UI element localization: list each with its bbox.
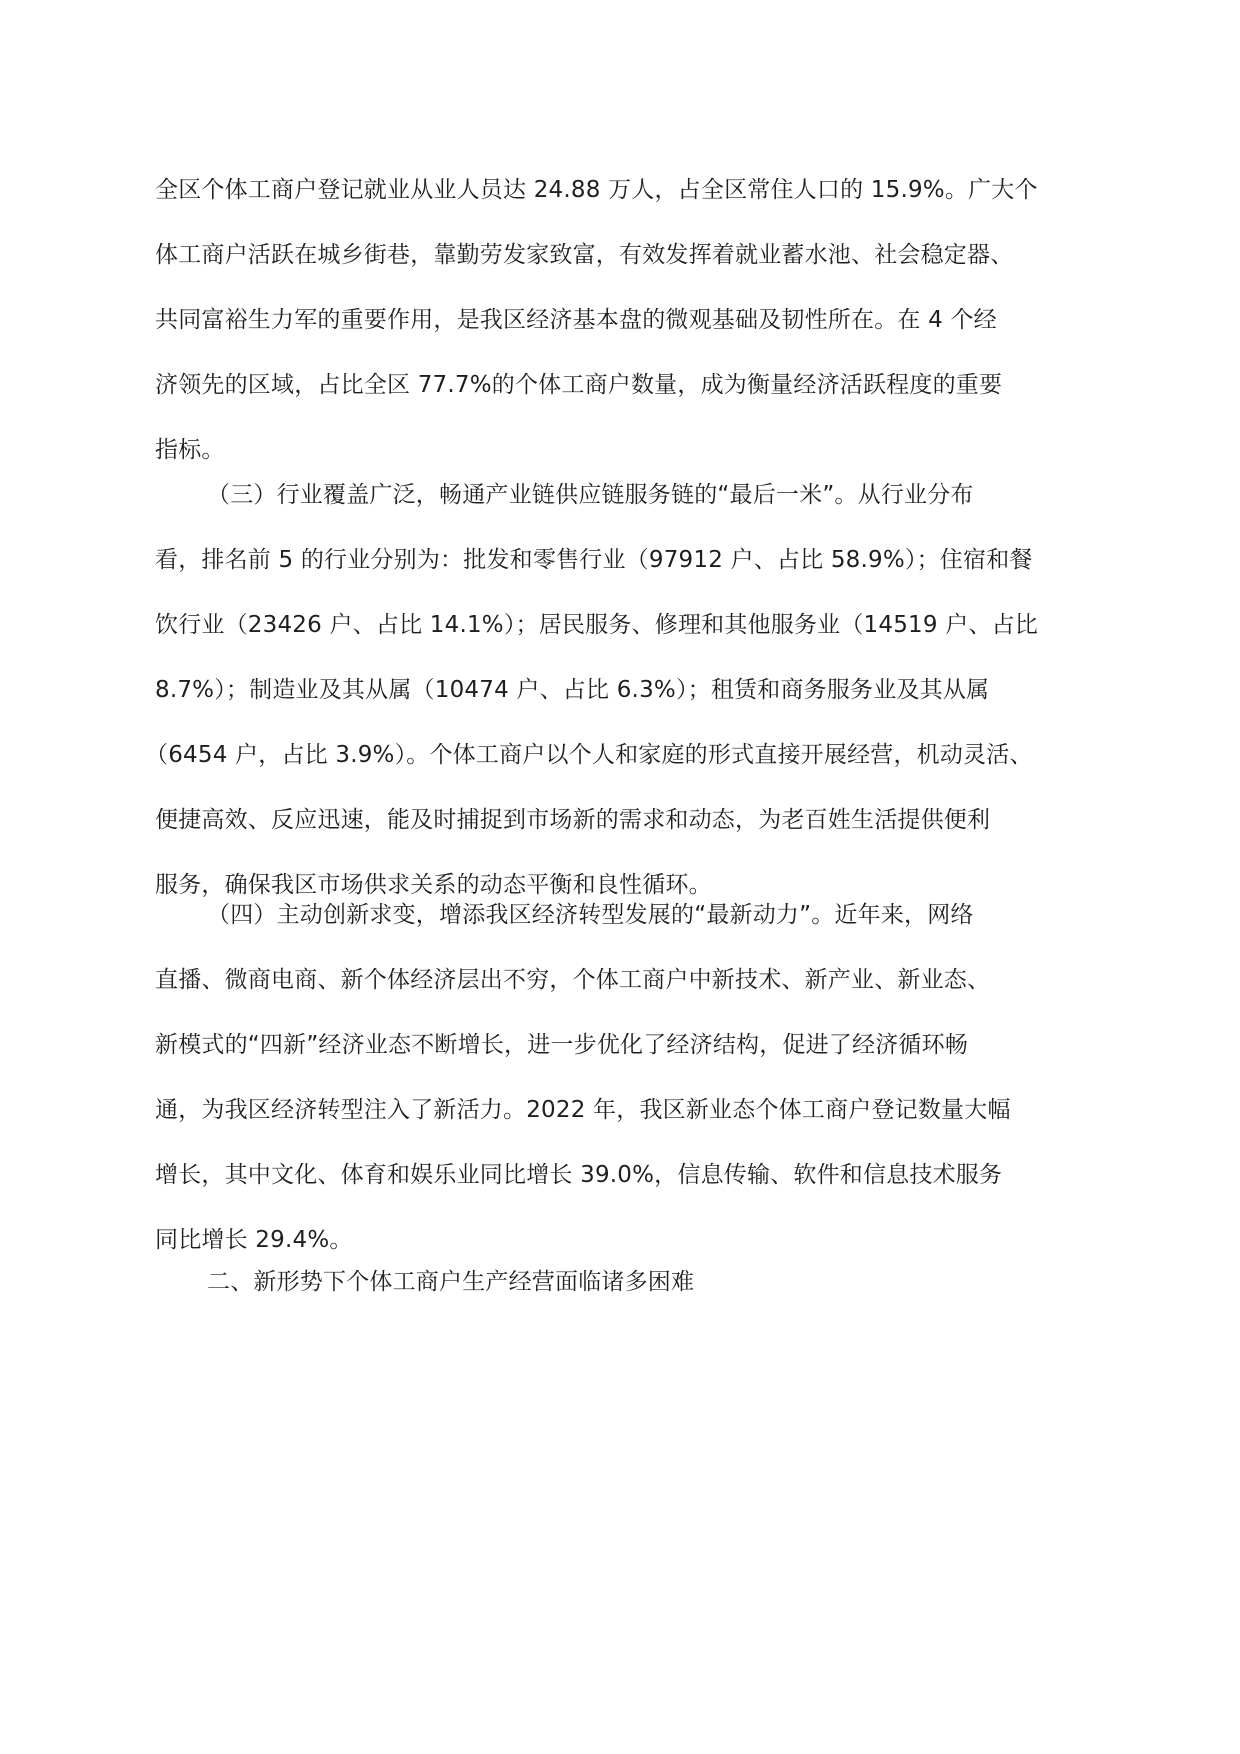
- section-heading: 二、新形势下个体工商户生产经营面临诸多困难: [207, 1269, 695, 1295]
- paragraph-line: （四）主动创新求变，增添我区经济转型发展的“最新动力”。近年来，网络: [207, 902, 974, 928]
- paragraph-line: 增长，其中文化、体育和娱乐业同比增长 39.0%，信息传输、软件和信息技术服务: [155, 1162, 1003, 1188]
- paragraph-line: 通，为我区经济转型注入了新活力。2022 年，我区新业态个体工商户登记数量大幅: [155, 1097, 1011, 1123]
- paragraph-line: （三）行业覆盖广泛，畅通产业链供应链服务链的“最后一米”。从行业分布: [207, 482, 974, 508]
- paragraph-innovation: [155, 883, 1085, 1273]
- paragraph-line: 便捷高效、反应迅速，能及时捕捉到市场新的需求和动态，为老百姓生活提供便利: [155, 807, 991, 833]
- paragraph-line: 济领先的区域，占比全区 77.7%的个体工商户数量，成为衡量经济活跃程度的重要: [155, 372, 1003, 398]
- paragraph-line: 新模式的“四新”经济业态不断增长，进一步优化了经济结构，促进了经济循环畅: [155, 1032, 969, 1058]
- paragraph-line: 服务，确保我区市场供求关系的动态平衡和良性循环。: [155, 872, 712, 898]
- paragraph-line: 共同富裕生力军的重要作用，是我区经济基本盘的微观基础及韧性所在。在 4 个经: [155, 307, 997, 333]
- paragraph-line: 直播、微商电商、新个体经济层出不穷，个体工商户中新技术、新产业、新业态、: [155, 967, 991, 993]
- paragraph-line: 饮行业（23426 户、占比 14.1%）；居民服务、修理和其他服务业（14519 户、占比: [155, 612, 1039, 638]
- section-heading-difficulties: [155, 1250, 1085, 1315]
- paragraph-line: （6454 户，占比 3.9%）。个体工商户以个人和家庭的形式直接开展经营，机动灵活、: [145, 742, 1033, 768]
- paragraph-line: 指标。: [155, 437, 225, 463]
- paragraph-line: 同比增长 29.4%。: [155, 1227, 353, 1253]
- paragraph-line: 体工商户活跃在城乡街巷，靠勤劳发家致富，有效发挥着就业蓄水池、社会稳定器、: [155, 242, 1014, 268]
- paragraph-line: 看，排名前 5 的行业分别为：批发和零售行业（97912 户、占比 58.9%）；住宿和餐: [155, 547, 1033, 573]
- paragraph-line: 全区个体工商户登记就业从业人员达 24.88 万人，占全区常住人口的 15.9%。广大个: [155, 177, 1038, 203]
- paragraph-industry-coverage: [145, 463, 1085, 918]
- paragraph-line: 8.7%）；制造业及其从属（10474 户、占比 6.3%）；租赁和商务服务业及其从属: [155, 677, 990, 703]
- paragraph-employment: [155, 158, 1085, 483]
